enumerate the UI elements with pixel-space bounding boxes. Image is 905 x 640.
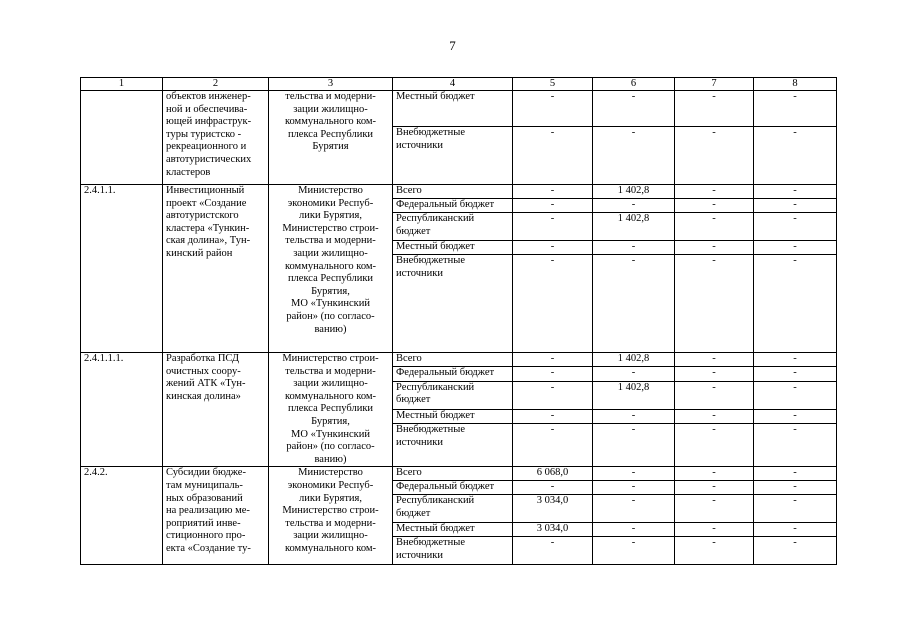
source-cell: Внебюджетные источники [393,127,513,185]
name-cell: Инвестиционный проект «Создание автотуристского кластера «Тункин- ская долина», Тун- кинский район [163,185,269,353]
source-cell: Федеральный бюджет [393,367,513,381]
value-cell: - [593,467,675,481]
value-cell: - [593,495,675,523]
value-cell: - [754,537,837,565]
header-cell: 4 [393,78,513,91]
value-cell: - [675,467,754,481]
source-cell: Внебюджетные источники [393,537,513,565]
value-cell: - [754,410,837,424]
value-cell: - [593,367,675,381]
source-cell: Всего [393,467,513,481]
value-cell: 1 402,8 [593,185,675,199]
value-cell: - [754,213,837,241]
value-cell: - [513,424,593,467]
source-cell: Местный бюджет [393,91,513,127]
value-cell: - [675,481,754,495]
value-cell: 3 034,0 [513,495,593,523]
value-cell: - [593,199,675,213]
value-cell: - [754,523,837,537]
value-cell: - [593,91,675,127]
value-cell: - [675,199,754,213]
value-cell: 6 068,0 [513,467,593,481]
table-row [81,185,837,199]
header-cell: 2 [163,78,269,91]
value-cell: - [593,424,675,467]
value-cell: - [513,185,593,199]
value-cell: - [675,255,754,353]
value-cell: - [513,199,593,213]
value-cell: - [754,481,837,495]
value-cell: - [754,353,837,367]
value-cell: - [675,367,754,381]
code-cell: 2.4.1.1. [81,185,163,353]
table-row [81,467,837,481]
value-cell: - [754,467,837,481]
value-cell: - [675,127,754,185]
value-cell: - [593,523,675,537]
source-cell: Республиканский бюджет [393,213,513,241]
value-cell: - [593,127,675,185]
value-cell: - [754,367,837,381]
header-cell: 6 [593,78,675,91]
code-cell [81,91,163,185]
value-cell: 3 034,0 [513,523,593,537]
executor-cell: Министерство экономики Респуб- лики Бурятия, Министерство строи- тельства и модерни- зации жилищно- коммунального ком- плекса Республики Бурятия, МО «Тункинский район» (по согласо- ванию) [269,185,393,353]
value-cell: - [754,91,837,127]
value-cell: - [593,481,675,495]
header-cell: 8 [754,78,837,91]
header-cell: 1 [81,78,163,91]
value-cell: - [513,127,593,185]
value-cell: - [754,424,837,467]
source-cell: Местный бюджет [393,523,513,537]
value-cell: - [675,381,754,410]
value-cell: - [513,381,593,410]
name-cell: объектов инженер- ной и обеспечива- ющей инфраструк- туры туристско - рекреационного и автотуристических кластеров [163,91,269,185]
executor-cell: Министерство экономики Респуб- лики Бурятия, Министерство строи- тельства и модерни- зации жилищно- коммунального ком- [269,467,393,565]
value-cell: - [593,537,675,565]
value-cell: - [754,127,837,185]
source-cell: Всего [393,353,513,367]
value-cell: - [513,367,593,381]
header-cell: 3 [269,78,393,91]
source-cell: Республиканский бюджет [393,495,513,523]
source-cell: Местный бюджет [393,410,513,424]
value-cell: - [675,523,754,537]
source-cell: Федеральный бюджет [393,481,513,495]
value-cell: - [513,353,593,367]
value-cell: - [513,241,593,255]
value-cell: - [754,255,837,353]
value-cell: - [513,213,593,241]
value-cell: - [675,185,754,199]
code-cell: 2.4.2. [81,467,163,565]
value-cell: - [675,91,754,127]
executor-cell: тельства и модерни- зации жилищно- коммунального ком- плекса Республики Бурятия [269,91,393,185]
value-cell: 1 402,8 [593,353,675,367]
table-row [81,353,837,367]
table-row [81,91,837,127]
budget-table [80,77,837,565]
value-cell: - [754,185,837,199]
value-cell: - [675,424,754,467]
value-cell: - [675,495,754,523]
source-cell: Всего [393,185,513,199]
value-cell: 1 402,8 [593,213,675,241]
source-cell: Внебюджетные источники [393,424,513,467]
source-cell: Внебюджетные источники [393,255,513,353]
source-cell: Республиканский бюджет [393,381,513,410]
header-cell: 7 [675,78,754,91]
value-cell: - [593,241,675,255]
value-cell: - [754,495,837,523]
code-cell: 2.4.1.1.1. [81,353,163,467]
value-cell: - [754,241,837,255]
value-cell: - [593,410,675,424]
value-cell: - [593,255,675,353]
header-cell: 5 [513,78,593,91]
value-cell: - [675,353,754,367]
header-row [81,78,837,91]
table-body [81,78,837,565]
value-cell: - [513,255,593,353]
value-cell: - [754,381,837,410]
value-cell: - [675,241,754,255]
value-cell: 1 402,8 [593,381,675,410]
value-cell: - [513,481,593,495]
value-cell: - [675,213,754,241]
value-cell: - [754,199,837,213]
executor-cell: Министерство строи- тельства и модерни- зации жилищно- коммунального ком- плекса Республики Бурятия, МО «Тункинский район» (по согласо- ванию) [269,353,393,467]
source-cell: Федеральный бюджет [393,199,513,213]
name-cell: Разработка ПСД очистных соору- жений АТК «Тун- кинская долина» [163,353,269,467]
name-cell: Субсидии бюдже- там муниципаль- ных образований на реализацию ме- роприятий инве- стиционного про- екта «Создание ту- [163,467,269,565]
value-cell: - [675,410,754,424]
source-cell: Местный бюджет [393,241,513,255]
value-cell: - [513,410,593,424]
value-cell: - [513,91,593,127]
value-cell: - [675,537,754,565]
page-number: 7 [449,38,456,53]
value-cell: - [513,537,593,565]
